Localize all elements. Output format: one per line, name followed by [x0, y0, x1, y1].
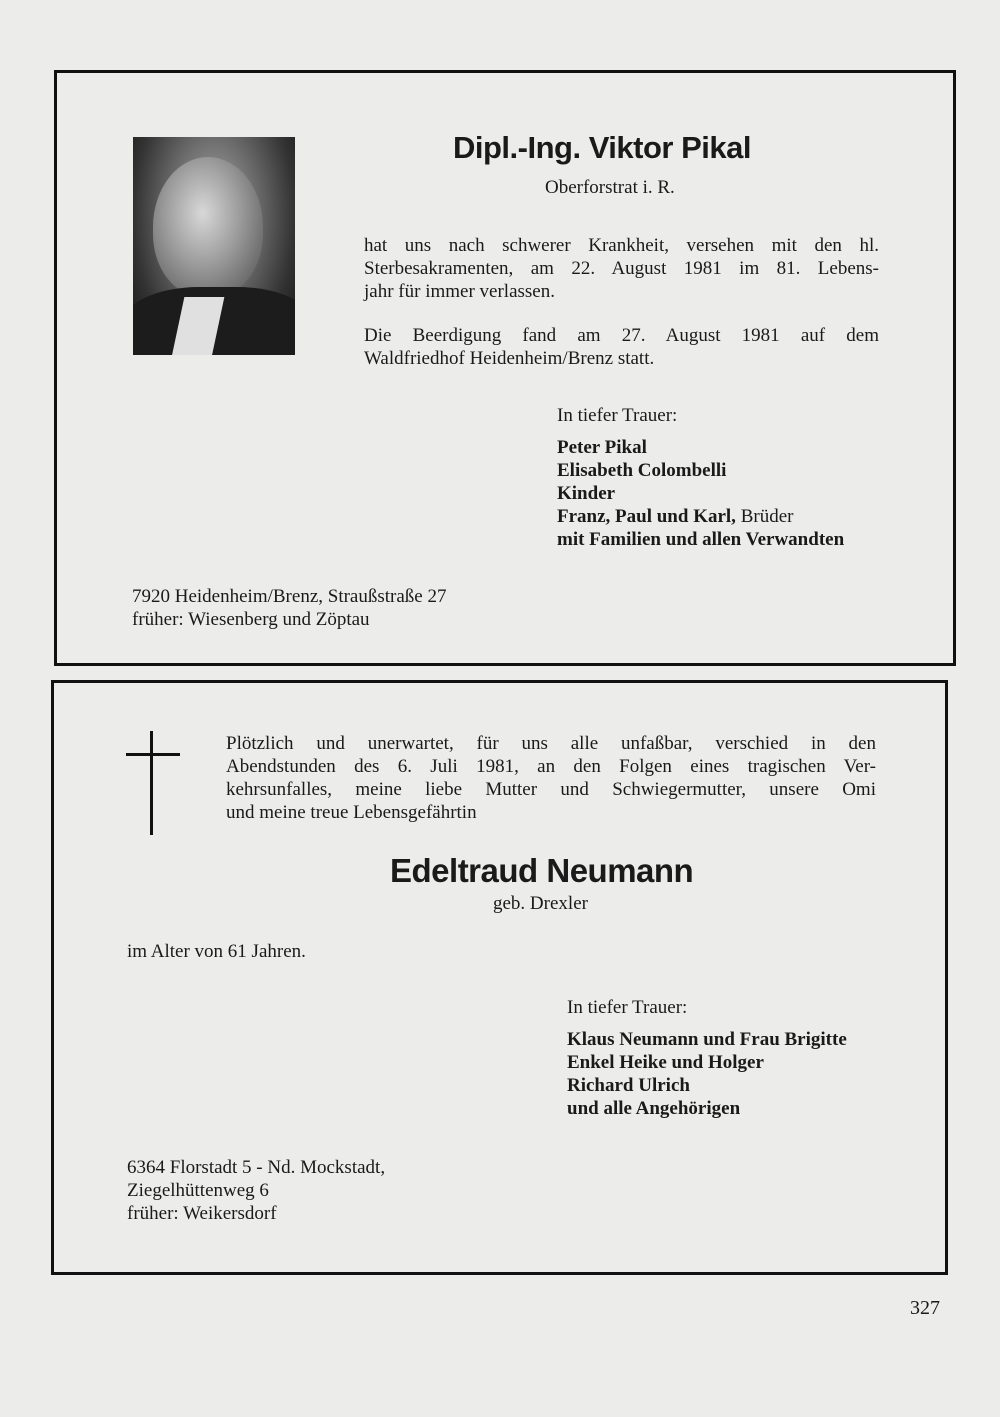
mourner: und alle Angehörigen — [567, 1098, 741, 1119]
text-line: Die Beerdigung fand am 27. August 1981 auf dem — [364, 325, 879, 346]
obituary-notice-pikal — [54, 70, 956, 666]
text-line: hat uns nach schwerer Krankheit, versehen mit den hl. — [364, 235, 879, 256]
page-number: 327 — [910, 1297, 940, 1319]
mourner: Enkel Heike und Holger — [567, 1052, 764, 1073]
text-line: Plötzlich und unerwartet, für uns alle unfaßbar, verschied in den — [226, 733, 876, 754]
address-line: Ziegelhüttenweg 6 — [127, 1180, 269, 1201]
address-block — [127, 1156, 385, 1225]
address-line: früher: Wiesenberg und Zöptau — [132, 609, 370, 630]
address-line: 6364 Florstadt 5 - Nd. Mockstadt, — [127, 1157, 386, 1178]
address-line: 7920 Heidenheim/Brenz, Straußstraße 27 — [132, 586, 447, 607]
mourner: Kinder — [557, 483, 616, 504]
mourner-relation: Brüder — [735, 506, 794, 527]
mourners-list — [557, 436, 844, 551]
death-announcement — [226, 732, 876, 824]
portrait-face — [153, 157, 263, 297]
mourner-names: Franz, Paul und Karl, — [557, 506, 736, 527]
mourner — [557, 505, 844, 528]
text-line: kehrsunfalles, meine liebe Mutter und Schwiegermutter, unsere Omi — [226, 779, 876, 800]
deceased-title: Oberforstrat i. R. — [545, 177, 675, 198]
mourner: mit Familien und allen Verwandten — [557, 529, 845, 550]
deceased-name: Dipl.-Ing. Viktor Pikal — [453, 130, 751, 165]
address-block — [132, 585, 446, 631]
deceased-name: Edeltraud Neumann — [390, 852, 694, 889]
mourner: Klaus Neumann und Frau Brigitte — [567, 1029, 847, 1050]
mourning-heading: In tiefer Trauer: — [557, 405, 678, 426]
text-line: Sterbesakramenten, am 22. August 1981 im 81. Lebens- — [364, 258, 879, 279]
death-announcement — [364, 234, 879, 303]
address-line: früher: Weikersdorf — [127, 1203, 277, 1224]
obituary-notice-neumann — [51, 680, 948, 1275]
portrait-photo — [133, 137, 295, 355]
maiden-name: geb. Drexler — [493, 893, 588, 914]
text-line: Abendstunden des 6. Juli 1981, an den Folgen eines tragischen Ver- — [226, 756, 876, 777]
text-line: jahr für immer verlassen. — [364, 281, 555, 302]
text-line: Waldfriedhof Heidenheim/Brenz statt. — [364, 348, 655, 369]
cross-icon — [150, 731, 153, 835]
cross-icon-bar — [126, 753, 180, 756]
funeral-info — [364, 324, 879, 370]
mourner: Peter Pikal — [557, 437, 647, 458]
mourners-list — [567, 1028, 847, 1120]
mourner: Elisabeth Colombelli — [557, 460, 727, 481]
text-line: und meine treue Lebensgefährtin — [226, 802, 477, 823]
mourner: Richard Ulrich — [567, 1075, 690, 1096]
mourning-heading: In tiefer Trauer: — [567, 997, 688, 1018]
age-text: im Alter von 61 Jahren. — [127, 941, 306, 962]
